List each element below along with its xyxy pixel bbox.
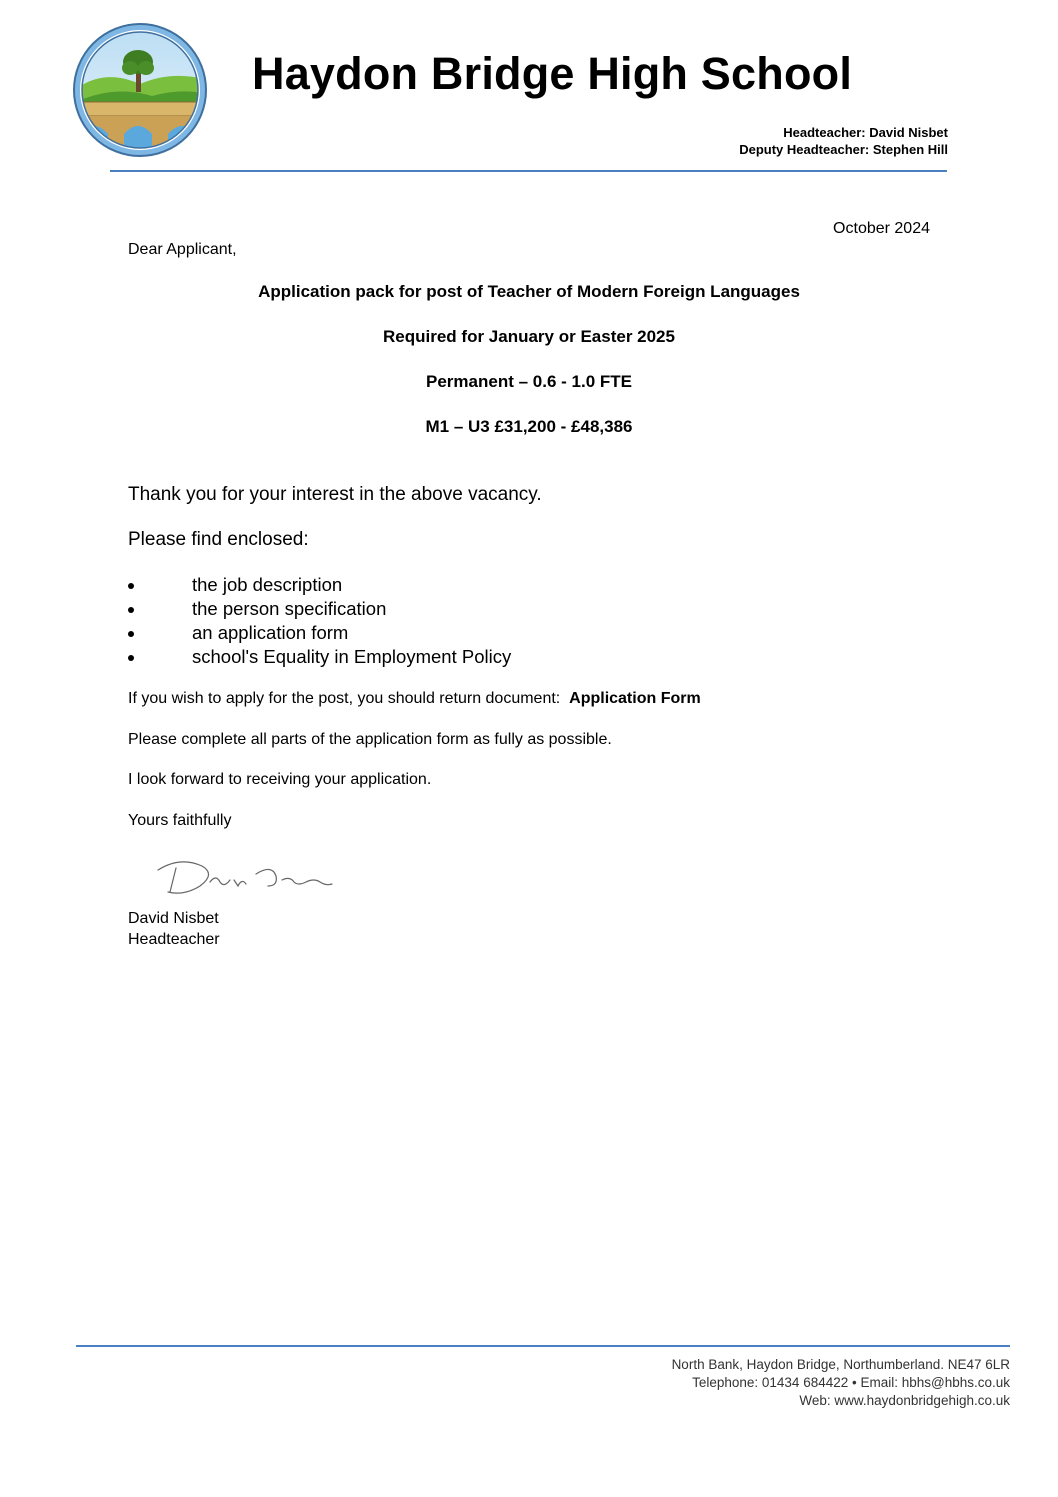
closing-remark: I look forward to receiving your application. (128, 771, 432, 788)
signatory-name: David Nisbet (128, 910, 219, 927)
school-logo (72, 22, 208, 158)
apply-document-name: Application Form (569, 690, 701, 707)
heading-contract: Permanent – 0.6 - 1.0 FTE (426, 372, 632, 391)
letter-date: October 2024 (833, 220, 930, 237)
apply-instruction (128, 690, 701, 708)
footer-divider (76, 1345, 1010, 1347)
bullet-icon (128, 655, 134, 661)
enclosed-intro: Please find enclosed: (128, 529, 309, 550)
bullet-icon (128, 631, 134, 637)
footer-web: Web: www.haydonbridgehigh.co.uk (799, 1393, 1010, 1408)
headteacher-line: Headteacher: David Nisbet (783, 125, 948, 140)
footer-contact: Telephone: 01434 684422 • Email: hbhs@hbhs.co.uk (692, 1375, 1010, 1390)
salutation: Dear Applicant, (128, 241, 237, 258)
enclosure-label: school's Equality in Employment Policy (192, 646, 512, 667)
signature (150, 852, 340, 902)
apply-text: If you wish to apply for the post, you should return document: (128, 690, 561, 707)
school-name: Haydon Bridge High School (252, 48, 853, 99)
signatory-title: Headteacher (128, 931, 220, 948)
deputy-headteacher-line: Deputy Headteacher: Stephen Hill (739, 142, 948, 157)
complete-instruction: Please complete all parts of the application form as fully as possible. (128, 731, 612, 748)
bullet-icon (128, 583, 134, 589)
heading-post-title: Application pack for post of Teacher of Modern Foreign Languages (258, 282, 800, 301)
heading-start-date: Required for January or Easter 2025 (383, 327, 675, 346)
thanks-paragraph: Thank you for your interest in the above vacancy. (128, 484, 542, 505)
enclosure-label: an application form (192, 622, 349, 643)
closing-phrase: Yours faithfully (128, 812, 232, 829)
enclosure-label: the job description (192, 574, 343, 595)
heading-salary: M1 – U3 £31,200 - £48,386 (425, 417, 633, 436)
bullet-icon (128, 607, 134, 613)
enclosure-label: the person specification (192, 598, 387, 619)
footer-address: North Bank, Haydon Bridge, Northumberland. NE47 6LR (671, 1357, 1010, 1372)
header-divider (110, 170, 947, 172)
